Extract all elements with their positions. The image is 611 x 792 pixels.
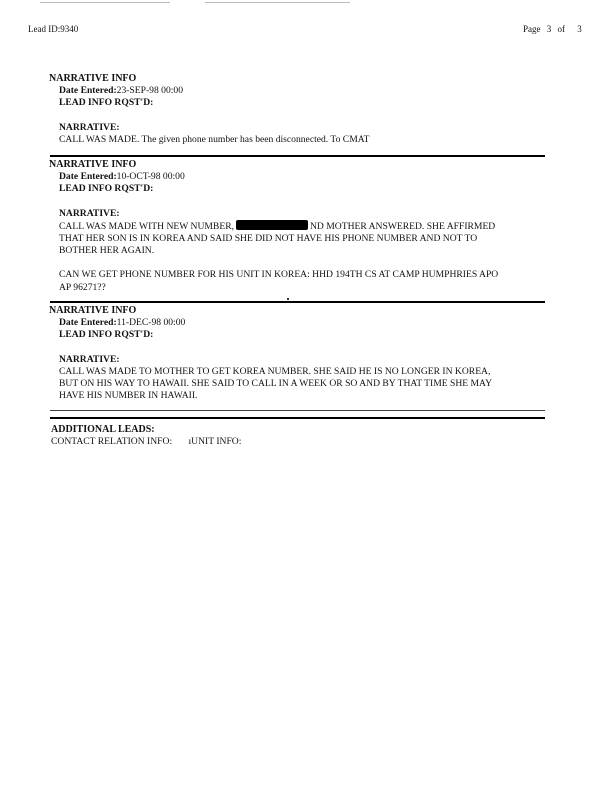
date-label: Date Entered:: [59, 171, 117, 183]
date-entered-row: [59, 85, 549, 97]
narrative-line: THAT HER SON IS IN KOREA AND SAID SHE DID NOT HAVE HIS PHONE NUMBER AND NOT TO: [59, 233, 478, 245]
page-indicator: [523, 24, 586, 34]
date-value: 10-OCT-98 00:00: [116, 171, 185, 183]
entry-title: NARRATIVE INFO: [49, 305, 137, 316]
narrative-entry-1: [49, 73, 549, 146]
narrative-label: NARRATIVE:: [59, 353, 120, 365]
date-entered-row: [59, 317, 549, 329]
lead-id: Lead ID:9340: [28, 24, 79, 34]
redaction-bar: [236, 220, 308, 230]
date-value: 11-DEC-98 00:00: [116, 317, 186, 329]
date-entered-row: [59, 171, 549, 183]
narrative-line: HAVE HIS NUMBER IN HAWAII.: [59, 390, 198, 402]
of-word: of: [557, 24, 565, 34]
entry-title: NARRATIVE INFO: [49, 73, 137, 84]
lead-info-label: LEAD INFO RQST'D:: [59, 97, 154, 109]
narrative-label: NARRATIVE:: [59, 207, 120, 219]
narrative-text: CALL WAS MADE. The given phone number has been disconnected. To CMAT: [59, 133, 370, 145]
scan-speck: [287, 298, 289, 300]
additional-leads: [51, 424, 241, 448]
unit-info-label: ıUNIT INFO:: [188, 436, 242, 447]
narrative-text-b: ND MOTHER ANSWERED. SHE AFFIRMED: [310, 220, 496, 232]
lead-info-label: LEAD INFO RQST'D:: [59, 329, 154, 341]
narrative-text-a: CALL WAS MADE WITH NEW NUMBER,: [59, 220, 234, 232]
lead-info-label: LEAD INFO RQST'D:: [59, 183, 154, 195]
narrative-line: CAN WE GET PHONE NUMBER FOR HIS UNIT IN KOREA: HHD 194TH CS AT CAMP HUMPHRIES APO: [59, 269, 499, 281]
date-label: Date Entered:: [59, 85, 117, 97]
narrative-label: NARRATIVE:: [59, 121, 120, 133]
entry-title: NARRATIVE INFO: [49, 159, 137, 170]
date-label: Date Entered:: [59, 317, 117, 329]
page-word: Page: [523, 24, 541, 34]
narrative-line: BUT ON HIS WAY TO HAWAII. SHE SAID TO CALL IN A WEEK OR SO AND BY THAT TIME SHE MAY: [59, 378, 493, 390]
page-number: 3: [546, 24, 552, 34]
scan-top-line-left: [40, 2, 170, 3]
additional-leads-row: [51, 436, 241, 448]
section-divider: [50, 301, 545, 303]
date-value: 23-SEP-98 00:00: [116, 85, 184, 97]
narrative-line: AP 96271??: [59, 281, 106, 293]
contact-relation-label: CONTACT RELATION INFO:: [51, 436, 173, 447]
scan-top-line-right: [205, 2, 350, 3]
narrative-line: CALL WAS MADE TO MOTHER TO GET KOREA NUMBER. SHE SAID HE IS NO LONGER IN KOREA,: [59, 365, 491, 377]
narrative-entry-3: [49, 305, 549, 402]
additional-leads-title: ADDITIONAL LEADS:: [51, 424, 155, 435]
narrative-entry-2: [49, 159, 549, 294]
narrative-line: BOTHER HER AGAIN.: [59, 245, 155, 257]
page-total: 3: [577, 24, 582, 34]
section-divider: [50, 155, 545, 157]
narrative-line: [59, 220, 549, 233]
section-divider-thin: [50, 410, 545, 411]
section-divider: [50, 417, 545, 419]
